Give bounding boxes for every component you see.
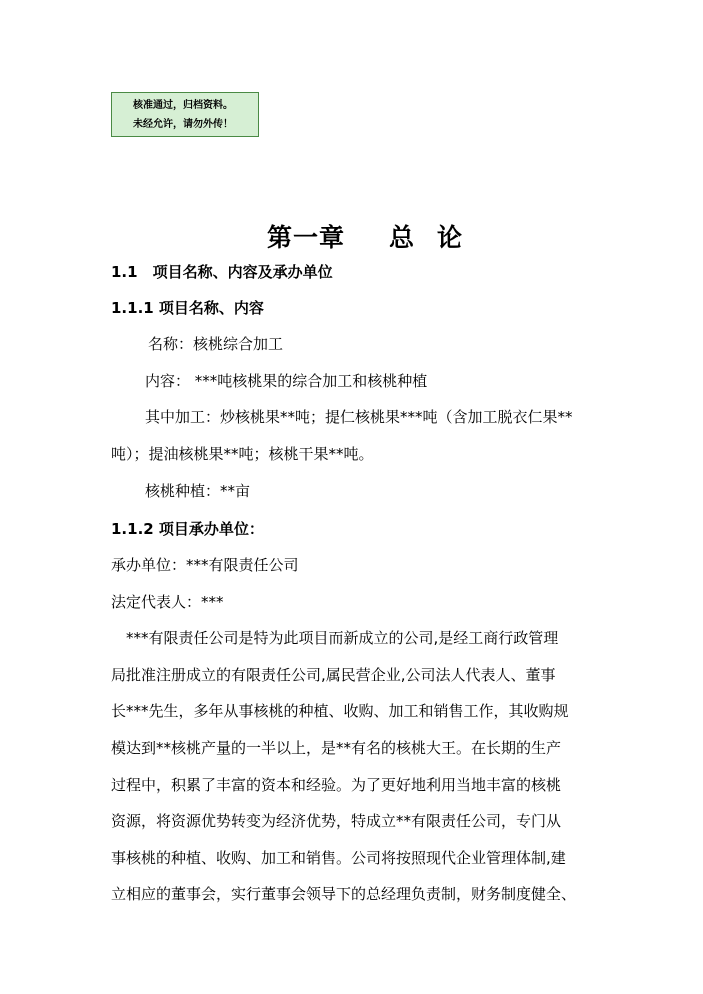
stamp-line-2: 未经允许，请勿外传！ [133,119,233,130]
planting-line: 核桃种植：**亩 [145,482,251,500]
project-content-line: 内容： ***吨核桃果的综合加工和核桃种植 [145,372,428,390]
approval-stamp [111,92,259,137]
processing-line-1: 其中加工：炒核桃果**吨；提仁核桃果***吨（含加工脱衣仁果** [145,408,573,426]
paragraph-line: 局批准注册成立的有限责任公司,属民营企业,公司法人代表人、董事 [111,666,556,684]
chapter-number: 第一章 [266,223,345,252]
chapter-title [0,218,703,254]
legal-representative-line: 法定代表人：*** [111,593,224,611]
paragraph-line: 长***先生，多年从事核桃的种植、收购、加工和销售工作，其收购规 [111,702,569,720]
chapter-word-2: 论 [437,223,464,252]
paragraph-line: 资源，将资源优势转变为经济优势，特成立**有限责任公司，专门从 [111,812,562,830]
paragraph-line: ***有限责任公司是特为此项目而新成立的公司,是经工商行政管理 [111,629,559,647]
section-heading-1-1-2: 1.1.2 项目承办单位： [111,520,264,538]
paragraph-line: 模达到**核桃产量的一半以上，是**有名的核桃大王。在长期的生产 [111,739,562,757]
section-heading-1-1: 1.1 项目名称、内容及承办单位 [111,263,333,281]
paragraph-line: 立相应的董事会，实行董事会领导下的总经理负责制，财务制度健全、 [111,885,577,903]
undertaker-line: 承办单位：***有限责任公司 [111,556,299,574]
section-heading-1-1-1: 1.1.1 项目名称、内容 [111,299,264,317]
paragraph-line: 过程中，积累了丰富的资本和经验。为了更好地利用当地丰富的核桃 [111,776,562,794]
chapter-word-1: 总 [388,223,415,252]
processing-line-2: 吨）；提油核桃果**吨；核桃干果**吨。 [111,445,374,463]
project-name-line: 名称：核桃综合加工 [148,335,284,353]
paragraph-line: 事核桃的种植、收购、加工和销售。公司将按照现代企业管理体制,建 [111,849,566,867]
stamp-line-1: 核准通过，归档资料。 [133,100,233,111]
